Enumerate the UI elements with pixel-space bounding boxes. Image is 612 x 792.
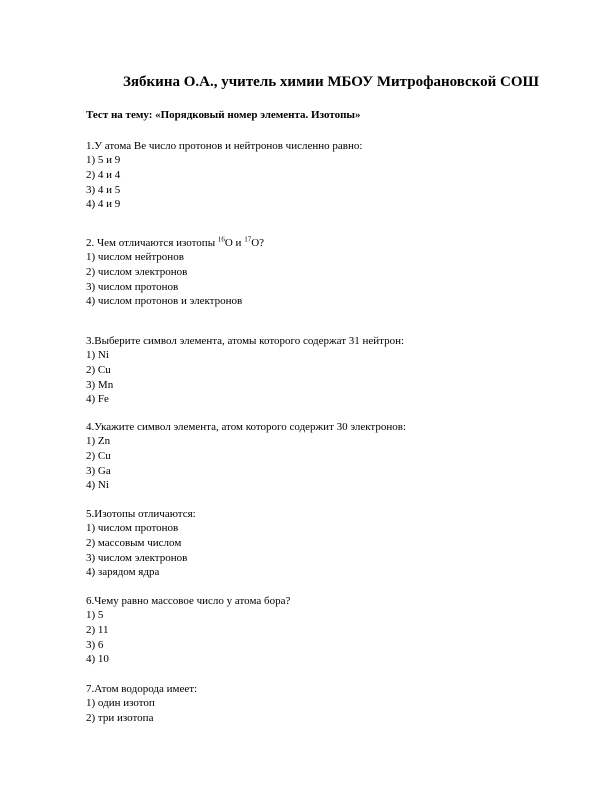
question-text: 6.Чему равно массовое число у атома бора? (86, 595, 291, 607)
option-list (86, 348, 404, 406)
question-text: 7.Атом водорода имеет: (86, 683, 198, 695)
question-text: 5.Изотопы отличаются: (86, 508, 196, 520)
option-list (86, 696, 197, 725)
option: 1) 5 и 9 (86, 154, 121, 167)
mass-number-superscript: 17 (244, 235, 252, 244)
option: 2) Cu (86, 450, 111, 462)
option: 2) Cu (86, 364, 111, 376)
option: 3) 4 и 5 (86, 183, 121, 196)
question-7 (86, 682, 197, 726)
question-text-part: 2. Чем отличаются изотопы (86, 237, 218, 249)
question-text: 1.У атома Be число протонов и нейтронов численно равно: (86, 140, 363, 152)
question-text-part: O и (224, 237, 245, 249)
option: 1) Ni (86, 349, 109, 362)
option: 1) Zn (86, 435, 111, 448)
test-title: Тест на тему: «Порядковый номер элемента. Изотопы» (86, 109, 361, 121)
option: 4) зарядом ядра (86, 566, 160, 579)
option-list (86, 608, 290, 666)
question-1 (86, 139, 362, 212)
question-text (86, 236, 264, 250)
option: 3) 6 (86, 638, 104, 651)
question-2 (86, 236, 264, 309)
option: 1) один изотоп (86, 697, 155, 710)
option: 2) 4 и 4 (86, 169, 121, 181)
option: 2) числом электронов (86, 266, 188, 278)
question-6 (86, 594, 290, 667)
option: 1) 5 (86, 609, 104, 622)
question-3 (86, 334, 404, 407)
option-list (86, 521, 196, 579)
option: 2) три изотопа (86, 712, 154, 724)
option: 4) числом протонов и электронов (86, 295, 243, 308)
option: 4) Fe (86, 393, 109, 406)
option: 3) Mn (86, 378, 114, 391)
question-text: 4.Укажите символ элемента, атом которого содержит 30 электронов: (86, 421, 407, 433)
option: 4) 10 (86, 653, 109, 666)
option: 3) Ga (86, 464, 111, 477)
option: 2) массовым числом (86, 537, 182, 549)
option: 1) числом нейтронов (86, 251, 184, 264)
option: 1) числом протонов (86, 522, 179, 535)
option-list (86, 250, 264, 308)
option: 3) числом протонов (86, 280, 179, 293)
author-heading: Зябкина О.А., учитель химии МБОУ Митрофановской СОШ (123, 74, 539, 90)
option: 3) числом электронов (86, 551, 188, 564)
option-list (86, 153, 362, 211)
option: 4) Ni (86, 479, 109, 492)
mass-number-superscript: 16 (217, 235, 225, 244)
option-list (86, 434, 406, 492)
question-text: 3.Выберите символ элемента, атомы которого содержат 31 нейтрон: (86, 335, 405, 347)
option: 2) 11 (86, 624, 109, 636)
question-4 (86, 420, 406, 493)
option: 4) 4 и 9 (86, 198, 121, 211)
question-5 (86, 507, 196, 580)
question-text-part: O? (251, 237, 265, 249)
